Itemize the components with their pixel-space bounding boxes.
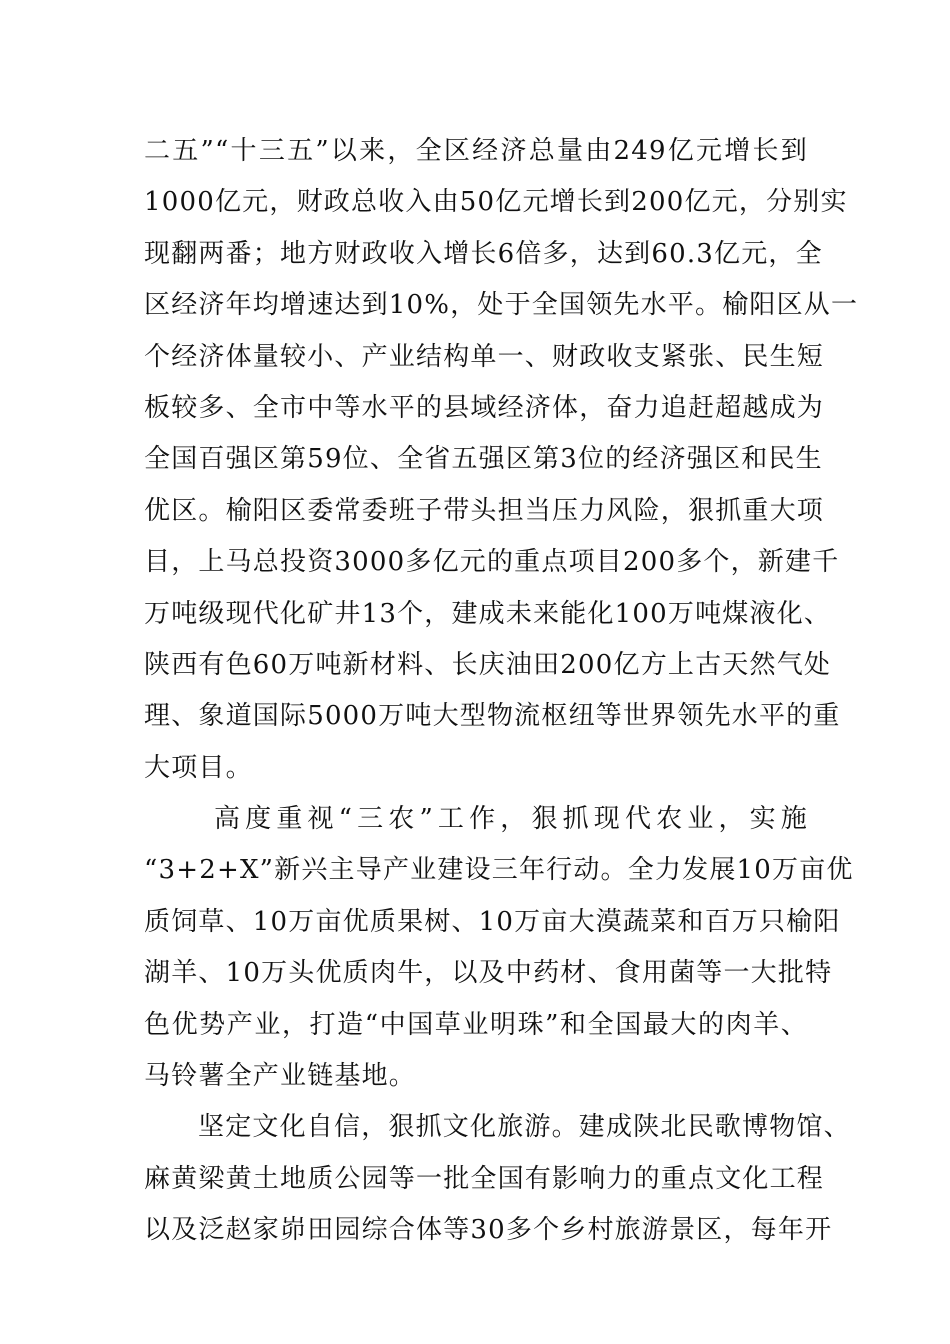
text-line: 陕西有色60万吨新材料、长庆油田200亿方上古天然气处 bbox=[144, 649, 832, 680]
text-line: 高度重视“三农”工作，狠抓现代农业，实施 bbox=[214, 804, 808, 835]
text-line: 色优势产业，打造“中国草业明珠”和全国最大的肉羊、 bbox=[144, 1009, 808, 1040]
text-line: 二五”“十三五”以来，全区经济总量由249亿元增长到 bbox=[144, 136, 808, 166]
text-line: 1000亿元，财政总收入由50亿元增长到200亿元，分别实 bbox=[144, 187, 848, 218]
text-line: 质饲草、10万亩优质果树、10万亩大漠蔬菜和百万只榆阳 bbox=[144, 906, 841, 937]
text-line: 全国百强区第59位、全省五强区第3位的经济强区和民生 bbox=[144, 444, 823, 475]
text-line: 个经济体量较小、产业结构单一、财政收支紧张、民生短 bbox=[144, 341, 825, 372]
text-line: 以及泛赵家峁田园综合体等30多个乡村旅游景区，每年开 bbox=[144, 1215, 833, 1246]
text-line: “3+2+X”新兴主导产业建设三年行动。全力发展10万亩优 bbox=[144, 855, 854, 886]
text-line: 万吨级现代化矿井13个，建成未来能化100万吨煤液化、 bbox=[144, 598, 832, 629]
text-line: 大项目。 bbox=[144, 752, 253, 783]
text-line: 湖羊、10万头优质肉牛，以及中药材、食用菌等一大批特 bbox=[144, 958, 833, 989]
body-text bbox=[144, 126, 859, 1257]
text-line: 理、象道国际5000万吨大型物流枢纽等世界领先水平的重 bbox=[144, 701, 841, 732]
text-line: 马铃薯全产业链基地。 bbox=[144, 1061, 417, 1092]
text-line: 板较多、全市中等水平的县域经济体，奋力追赶超越成为 bbox=[144, 392, 825, 423]
text-line: 坚定文化自信，狠抓文化旅游。建成陕北民歌博物馆、 bbox=[198, 1112, 851, 1143]
text-line: 现翻两番；地方财政收入增长6倍多，达到60.3亿元，全 bbox=[144, 238, 823, 269]
text-line: 区经济年均增速达到10%，处于全国领先水平。榆阳区从一 bbox=[144, 290, 859, 321]
text-line: 目，上马总投资3000多亿元的重点项目200多个，新建千 bbox=[144, 547, 840, 578]
text-line: 优区。榆阳区委常委班子带头担当压力风险，狠抓重大项 bbox=[144, 495, 825, 526]
text-line: 麻黄梁黄土地质公园等一批全国有影响力的重点文化工程 bbox=[144, 1163, 825, 1194]
